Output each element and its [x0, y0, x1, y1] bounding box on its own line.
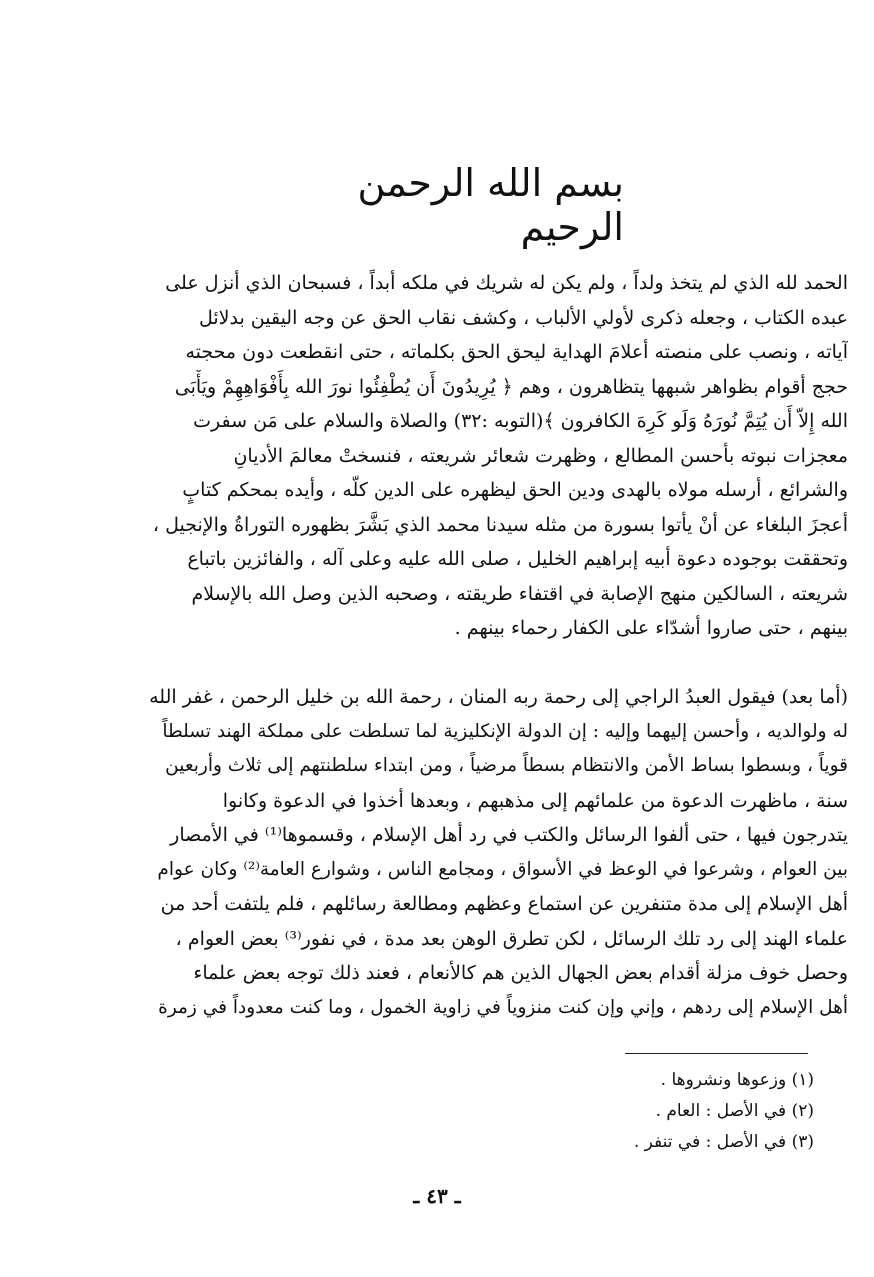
basmala-heading	[250, 161, 624, 249]
text-line: وحصل خوف مزلة أقدام بعض الجهال الذين هم كالأنعام ، فعند ذلك توجه بعض علماء	[193, 962, 848, 984]
text-line: أهل الإسلام إلى ردهم ، وإني وإن كنت منزوياً في زاوية الخمول ، وما كنت معدوداً في زمرة	[158, 996, 848, 1018]
basmala-text: بسم الله الرحمن الرحيم	[357, 161, 624, 249]
text-line: بين العوام ، وشرعوا في الوعظ في الأسواق ، ومجامع الناس ، وشوارع العامة⁽²⁾ وكان عوام	[157, 858, 848, 880]
paragraph-introduction	[148, 266, 848, 646]
text-line: والشرائع ، أرسله مولاه بالهدى ودين الحق ليظهره على الدين كلّه ، وأيده بمحكم كتابٍ	[182, 479, 848, 501]
text-line: شريعته ، السالكين منهج الإصابة في اقتفاء طريقته ، وصحبه الذين وصل الله بالإسلام	[191, 582, 848, 605]
text-line: معجزات نبوته بأحسن المطالع ، وظهرت شعائر شريعته ، فنسختْ معالمَ الأديانِ	[233, 444, 848, 467]
text-line: له ولوالديه ، وأحسن إليهما وإليه : إن الدولة الإنكليزية لما تسلطت على مملكة الهند تسلطاً	[162, 720, 848, 742]
text-line: وتحققت بوجوده دعوة أبيه إبراهيم الخليل ، صلى الله عليه وعلى آله ، والفائزين باتباع	[187, 548, 848, 570]
text-line: حجج أقوام بظواهر شبهها يتظاهرون ، وهم ﴿ يُرِيدُونَ أَن يُطْفِئُوا نورَ الله بِأَفْوَاهِهِمْ ويَأْبَى	[174, 375, 848, 398]
text-line: آياته ، ونصب على منصته أعلامَ الهداية ليحق الحق بكلماته ، حتى انقطعت دون محجته	[185, 341, 848, 363]
footnote-divider	[625, 1053, 808, 1054]
footnote-item: (١) وزعوها ونشروها .	[660, 1070, 814, 1090]
text-line: علماء الهند إلى رد تلك الرسائل ، لكن تطرق الوهن بعد مدة ، في نفور⁽³⁾ بعض العوام ،	[175, 927, 848, 950]
text-line: أعجزَ البلغاء عن أنْ يأتوا بسورة من مثله سيدنا محمد الذي بَشَّرَ بظهوره التوراةُ والإنجيل ،	[152, 513, 848, 536]
text-line: سنة ، ماظهرت الدعوة من علمائهم إلى مذهبهم ، وبعدها أخذوا في الدعوة وكانوا	[222, 789, 848, 812]
footnotes	[414, 1065, 814, 1158]
footnote-item: (٣) في الأصل : في تنفر .	[633, 1132, 814, 1152]
text-line: (أما بعد) فيقول العبدُ الراجي إلى رحمة ربه المنان ، رحمة الله بن خليل الرحمن ، غفر الله	[149, 686, 848, 708]
text-line: يتدرجون فيها ، حتى ألفوا الرسائل والكتب في رد أهل الإسلام ، وقسموها⁽¹⁾ في الأمصار	[170, 824, 848, 846]
text-line: الله إِلاّ أَن يُتِمَّ نُورَهُ وَلَو كَرِهَ الكافرون ﴾(التوبه :٣٢) والصلاة والسلام على مَن سفرت	[193, 410, 848, 432]
text-line: الحمد لله الذي لم يتخذ ولداً ، ولم يكن له شريك في ملكه أبداً ، فسبحان الذي أنزل على	[165, 272, 848, 294]
text-line: قوياً ، وبسطوا بساط الأمن والانتظام بسطاً مرضياً ، ومن ابتداء سلطنتهم إلى ثلاث وأربعين	[165, 755, 848, 776]
paragraph-main	[148, 680, 848, 1025]
footnote-item: (٢) في الأصل : العام .	[655, 1101, 814, 1121]
text-line: أهل الإسلام إلى مدة متنفرين عن استماع وعظهم ومطالعة رسائلهم ، فلم يلتفت أحد من	[160, 893, 848, 915]
text-line: عبده الكتاب ، وجعله ذكرى لأولي الألباب ، وكشف نقاب الحق عن وجه اليقين بدلائل	[198, 306, 848, 329]
text-line: بينهم ، حتى صاروا أشدّاء على الكفار رحماء بينهم .	[454, 617, 848, 639]
page-number: ـ ٤٣ ـ	[413, 1184, 461, 1208]
